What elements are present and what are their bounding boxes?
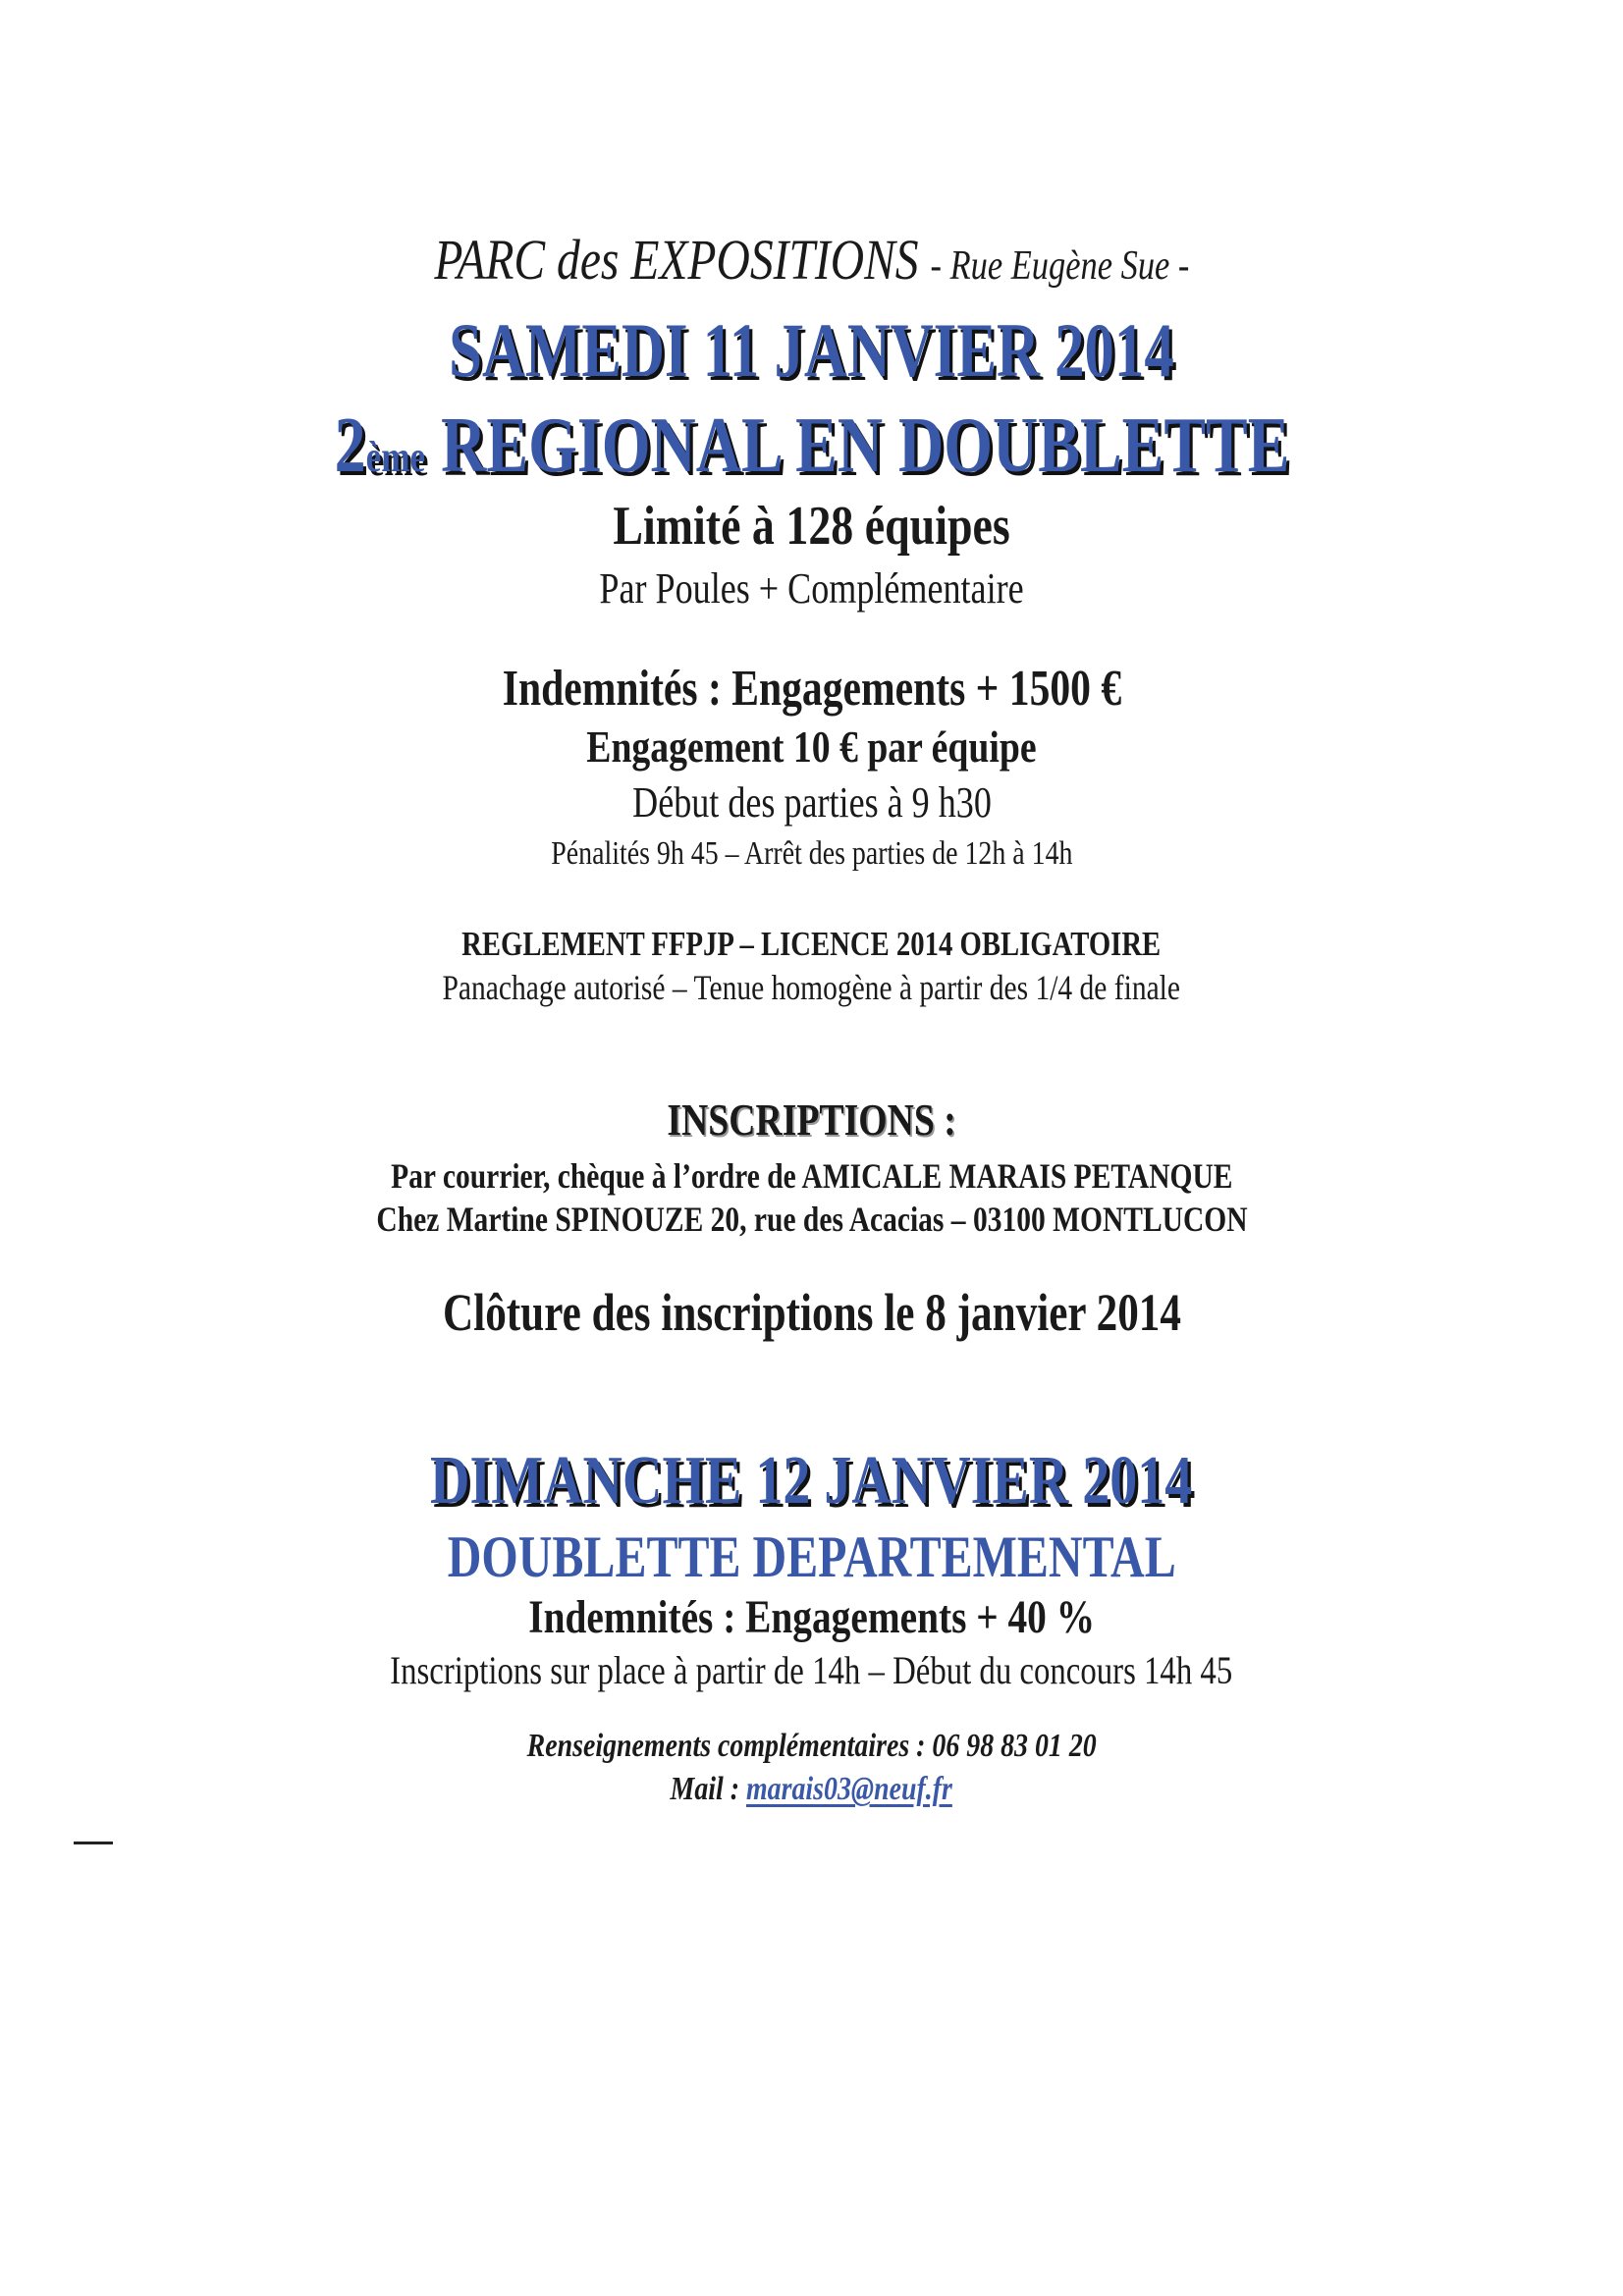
saturday-prizes-text: Indemnités : Engagements + 1500 € <box>502 661 1121 717</box>
mail-label: Mail : <box>670 1771 747 1807</box>
venue-street: - Rue Eugène Sue - <box>930 243 1190 289</box>
rules-notes <box>0 970 1623 1005</box>
sunday-prizes-text: Indemnités : Engagements + 40 % <box>528 1591 1095 1643</box>
saturday-date: SAMEDI 11 JANVIER 2014 <box>449 307 1174 393</box>
sunday-date: DIMANCHE 12 JANVIER 2014 <box>430 1443 1193 1519</box>
team-limit-text: Limité à 128 équipes <box>613 496 1010 557</box>
registration-line-1-text: Par courrier, chèque à l’ordre de AMICALE MARAIS PETANQUE <box>390 1156 1233 1196</box>
sunday-date-heading <box>0 1443 1623 1519</box>
competition-format <box>0 564 1623 613</box>
registration-line-1 <box>0 1158 1623 1194</box>
venue-header <box>0 228 1623 292</box>
sunday-info <box>0 1648 1623 1692</box>
schedule-notes <box>0 837 1623 871</box>
registration-heading-text: INSCRIPTIONS : <box>667 1095 956 1145</box>
rules-notes-text: Panachage autorisé – Tenue homogène à partir des 1/4 de finale <box>442 968 1181 1007</box>
stray-dash-divider <box>74 1842 113 1844</box>
registration-heading <box>0 1097 1623 1143</box>
schedule-notes-text: Pénalités 9h 45 – Arrêt des parties de 12h à 14h <box>550 835 1073 872</box>
sunday-info-text: Inscriptions sur place à partir de 14h – Début du concours 14h 45 <box>390 1648 1233 1692</box>
email-link[interactable]: marais03@neuf.fr <box>746 1771 953 1807</box>
edition-suffix: ème <box>365 433 425 481</box>
start-time-text: Début des parties à 9 h30 <box>631 778 992 827</box>
rules-text: REGLEMENT FFPJP – LICENCE 2014 OBLIGATOIRE <box>461 925 1162 963</box>
registration-deadline-text: Clôture des inscriptions le 8 janvier 2014 <box>442 1283 1181 1342</box>
start-time <box>0 778 1623 827</box>
entry-fee-text: Engagement 10 € par équipe <box>586 721 1037 772</box>
edition-number: 2 <box>334 402 366 489</box>
entry-fee <box>0 721 1623 772</box>
saturday-title: REGIONAL EN DOUBLETTE <box>424 402 1289 489</box>
registration-line-2 <box>0 1201 1623 1237</box>
venue-name: PARC des EXPOSITIONS <box>433 228 919 292</box>
saturday-title-heading <box>0 402 1623 489</box>
team-limit <box>0 496 1623 557</box>
sunday-prizes <box>0 1591 1623 1643</box>
sunday-title-text: DOUBLETTE DEPARTEMENTAL <box>447 1524 1176 1589</box>
rules <box>0 927 1623 961</box>
saturday-prizes <box>0 661 1623 717</box>
registration-line-2-text: Chez Martine SPINOUZE 20, rue des Acacias – 03100 MONTLUCON <box>375 1200 1248 1239</box>
sunday-title <box>0 1524 1623 1589</box>
registration-deadline <box>0 1283 1623 1342</box>
contact-phone-text: Renseignements complémentaires : 06 98 83 01 20 <box>526 1728 1097 1764</box>
contact-phone <box>0 1730 1623 1763</box>
competition-format-text: Par Poules + Complémentaire <box>599 564 1024 613</box>
saturday-date-heading <box>0 307 1623 393</box>
contact-mail <box>0 1773 1623 1806</box>
